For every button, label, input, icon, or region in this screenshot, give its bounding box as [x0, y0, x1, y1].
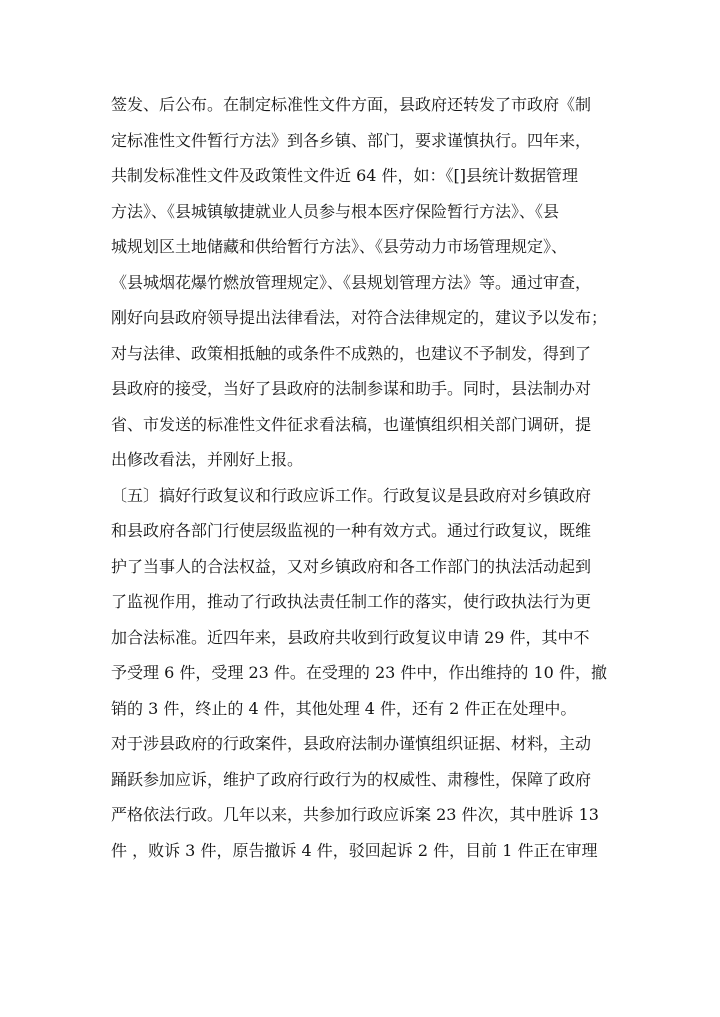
- text-line: 方法》、《县城镇敏捷就业人员参与根本医疗保险暂行方法》、《县: [111, 201, 560, 221]
- body-text: [111, 87, 616, 868]
- text-line: 〔五〕搞好行政复议和行政应诉工作。行政复议是县政府对乡镇政府: [111, 485, 592, 505]
- text-line: 件 ，败诉 3 件，原告撤诉 4 件，驳回起诉 2 件，目前 1 件正在审理: [111, 840, 598, 860]
- text-line: 出修改看法，并刚好上报。: [111, 450, 304, 469]
- text-line: 护了当事人的合法权益，又对乡镇政府和各工作部门的执法活动起到: [111, 556, 592, 576]
- text-line: 县政府的接受，当好了县政府的法制参谋和助手。同时，县法制办对: [111, 379, 592, 398]
- text-line: 踊跃参加应诉，维护了政府行政行为的权威性、肃穆性，保障了政府: [111, 769, 592, 789]
- text-line: 省、市发送的标准性文件征求看法稿，也谨慎组织相关部门调研，提: [111, 414, 592, 434]
- text-line: 共制发标准性文件及政策性文件近 64 件，如：《[]县统计数据管理: [111, 166, 579, 185]
- text-line: 《县城烟花爆竹燃放管理规定》、《县规划管理方法》等。通过审查，: [111, 272, 592, 292]
- text-line: 了监视作用，推动了行政执法责任制工作的落实，使行政执法行为更: [111, 592, 592, 611]
- text-line: 严格依法行政。几年以来，共参加行政应诉案 23 件次，其中胜诉 13: [111, 805, 599, 824]
- text-line: 定标准性文件暂行方法》到各乡镇、部门，要求谨慎执行。四年来，: [111, 130, 592, 150]
- text-line: 签发、后公布。在制定标准性文件方面，县政府还转发了市政府《制: [111, 95, 592, 114]
- text-line: 城规划区土地储藏和供给暂行方法》、《县劳动力市场管理规定》、: [111, 237, 568, 256]
- text-line: 对于涉县政府的行政案件，县政府法制办谨慎组织证据、材料，主动: [111, 734, 592, 753]
- text-line: 和县政府各部门行使层级监视的一种有效方式。通过行政复议，既维: [111, 521, 592, 540]
- text-line: 对与法律、政策相抵触的或条件不成熟的，也建议不予制发，得到了: [111, 343, 592, 363]
- text-line: 加合法标准。近四年来，县政府共收到行政复议申请 29 件，其中不: [111, 627, 590, 647]
- text-line: 刚好向县政府领导提出法律看法，对符合法律规定的，建议予以发布；: [111, 308, 608, 327]
- text-line: 销的 3 件，终止的 4 件，其他处理 4 件，还有 2 件正在处理中。: [111, 698, 577, 718]
- text-line: 予受理 6 件，受理 23 件。在受理的 23 件中，作出维持的 10 件，撤: [111, 663, 607, 682]
